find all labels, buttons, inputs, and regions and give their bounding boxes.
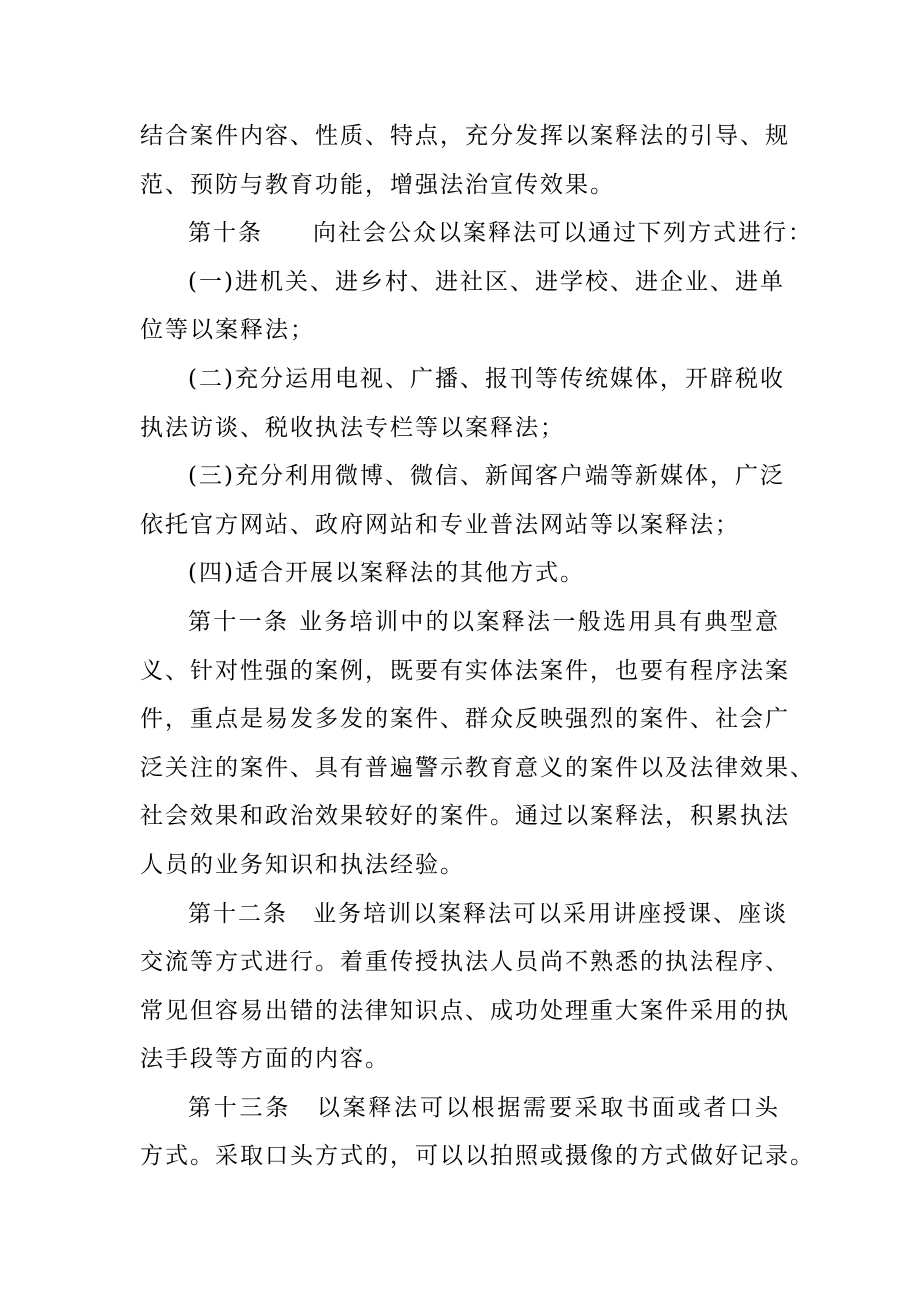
text-line: (四)适合开展以案释法的其他方式。 [188, 560, 585, 587]
text-line: 方式。采取口头方式的，可以以拍照或摄像的方式做好记录。 [140, 1143, 815, 1170]
text-line: 泛关注的案件、具有普遍警示教育意义的案件以及法律效果、 [140, 754, 815, 781]
paragraph-item-2 [140, 355, 785, 452]
text-line: 依托官方网站、政府网站和专业普法网站等以案释法； [140, 511, 740, 538]
text-line: 社会效果和政治效果较好的案件。通过以案释法，积累执法 [140, 803, 790, 830]
text-line: 交流等方式进行。着重传授执法人员尚不熟悉的执法程序、 [140, 949, 790, 976]
text-line: 执法访谈、税收执法专栏等以案释法； [140, 414, 565, 441]
text-line: (二)充分运用电视、广播、报刊等传统媒体，开辟税收 [188, 365, 785, 392]
text-line: 法手段等方面的内容。 [140, 1046, 390, 1073]
text-line: 人员的业务知识和执法经验。 [140, 851, 465, 878]
text-line: 第十二条 业务培训以案释法可以采用讲座授课、座谈 [188, 900, 788, 927]
paragraph-article-13 [140, 1084, 815, 1181]
text-line: 第十三条 以案释法可以根据需要采取书面或者口头 [188, 1094, 780, 1121]
text-line: 第十一条 业务培训中的以案释法一般选用具有典型意 [188, 608, 780, 635]
text-line: 位等以案释法； [140, 317, 315, 344]
text-line: 常见但容易出错的法律知识点、成功处理重大案件采用的执 [140, 997, 790, 1024]
text-line: 范、预防与教育功能，增强法治宣传效果。 [140, 171, 615, 198]
text-line: 结合案件内容、性质、特点，充分发挥以案释法的引导、规 [140, 123, 790, 149]
text-line: (一)进机关、进乡村、进社区、进学校、进企业、进单 [188, 268, 785, 295]
document-body [140, 112, 815, 1181]
text-line: 义、针对性强的案例，既要有实体法案件，也要有程序法案 [140, 657, 790, 684]
paragraph-item-1 [140, 258, 785, 355]
text-line: 件，重点是易发多发的案件、群众反映强烈的案件、社会广 [140, 706, 790, 733]
paragraph-intro [140, 112, 790, 209]
text-line: 第十条 向社会公众以案释法可以通过下列方式进行： [188, 220, 813, 247]
paragraph-article-11 [140, 598, 815, 890]
paragraph-article-10 [140, 209, 813, 258]
paragraph-item-4 [140, 549, 780, 598]
paragraph-article-12 [140, 890, 790, 1084]
paragraph-item-3 [140, 452, 785, 549]
text-line: (三)充分利用微博、微信、新闻客户端等新媒体，广泛 [188, 463, 785, 490]
